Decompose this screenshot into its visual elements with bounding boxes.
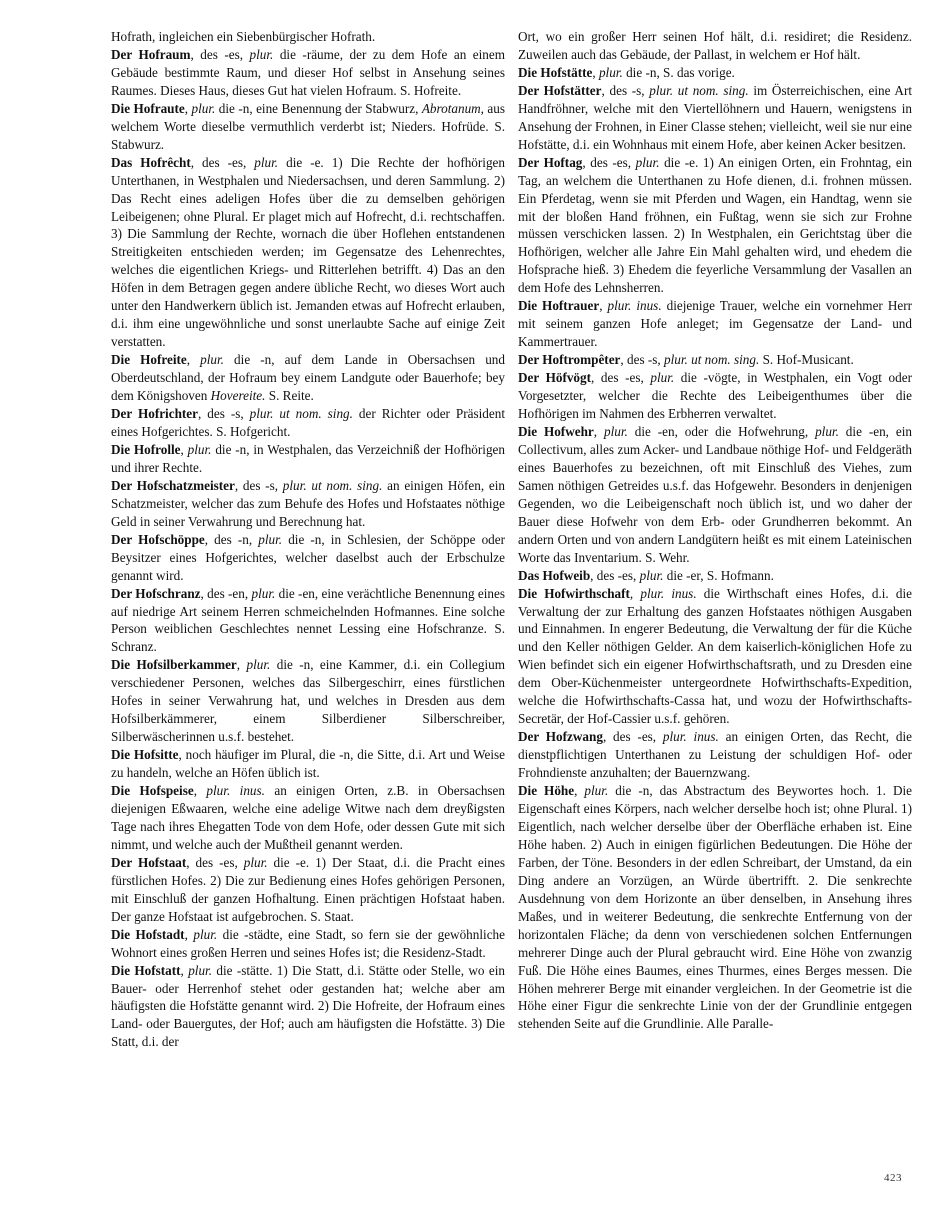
- entry-text: , des -es, plur. inus. an einigen Orten, das Recht, die dienstpflichtigen Unterthanen zu Leistung der schuldigen Hof- oder Frohndienste anzuhalten; der Bauernzwang.: [518, 729, 912, 781]
- dictionary-entry: [111, 656, 505, 746]
- entry-text: , plur. inus. an einigen Orten, z.B. in Obersachsen diejenigen Eßwaaren, welche eine adelige Witwe nach dem dreyßigsten Tage nach ihres Ehegatten Tode von dem Hofe, oder dessen Gute mit sich nimmt, und welche auch der Mußtheil genannt werden.: [111, 783, 505, 852]
- entry-text: , des -s, plur. ut nom. sing. an einigen Höfen, ein Schatzmeister, welcher das zum Behufe des Hofes und Hofstaates nöthige Geld in seiner Verwahrung und Berechnung hat.: [111, 477, 505, 529]
- entry-headword: Der Hofstätter: [518, 82, 602, 98]
- dictionary-entry: [111, 585, 505, 657]
- entry-text: , plur. die -n, auf dem Lande in Obersachsen und Oberdeutschland, der Hofraum bey einem Landgute oder Bauerhofe; bey dem Königshoven Hovereite. S. Reite.: [111, 352, 505, 404]
- entry-text: , plur. die -n, das Abstractum des Beywortes hoch. 1. Die Eigenschaft eines Körpers, nach welcher derselbe hoch ist; ohne Plural. 1) Eigentlich, nach welcher derselbe über der Oberfläche erhaben ist. Eine Höhe haben. 2) Auch in einigen figürlichen Bedeutungen. Die Höhe der Farben, der Töne. Besonders in der edlen Schreibart, der Umstand, da ein Ding andere an Vorzügen, an Würde übertrifft. 2. Die senkrechte Ausdehnung von dem Horizonte an über denselben, in Ansehung ihres Maßes, und in weiterer Bedeutung, die senkrechte Entfernung von der horizontalen Fläche; da denn von verschiedenen solchen Entfernungen mehrerer Dinge auch der Plural gebraucht wird. Eine Höhe von zwanzig Fuß. Die Höhe eines Baumes, eines Thurmes, eines Berges messen. Die Höhen mehrerer Berge mit einander vergleichen. In der Geometrie ist die Höhe einer Figur die senkrechte Linie von der der Grundlinie entgegen stehenden Seite auf die Grundlinie. Alle Paralle-: [518, 783, 912, 1032]
- dictionary-entry: [518, 154, 912, 298]
- entry-headword: Der Höfvögt: [518, 370, 592, 386]
- entry-text: , plur. die -städte, eine Stadt, so fern sie der gewöhnliche Wohnort eines großen Herren und seines Hofes ist; die Residenz-Stadt.: [111, 926, 505, 960]
- dictionary-entry: [111, 28, 505, 46]
- entry-headword: Die Hofstadt: [111, 926, 185, 942]
- entry-text: , plur. inus. die Wirthschaft eines Hofes, d.i. die Verwaltung der zur Erhaltung des ganzen Hofstaates nöthigen Ausgaben und Einnahmen. In engerer Bedeutung, die Verwaltung der für die Küche und den Keller nöthigen Gelder. An dem kaiserlich-königlichen Hofe zu Wien befindet sich ein eigener Hofwirthschaftsrath, und zu Dresden eine dem Ober-Küchenmeister untergeordnete Hofwirthschafts-Expedition, welche die Hofwirthschafts-Cassa hat, und wozu der Hofwirthschafts-Secretär, der Hof-Cassier u.s.f. gehören.: [518, 585, 912, 727]
- page-number: 423: [884, 1172, 902, 1184]
- dictionary-entry: [111, 100, 505, 154]
- entry-headword: Die Hofrolle: [111, 441, 181, 457]
- dictionary-entry: [111, 531, 505, 585]
- dictionary-entry: [518, 423, 912, 567]
- entry-text: Hofrath, ingleichen ein Siebenbürgischer Hofrath.: [111, 29, 376, 44]
- entry-headword: Der Hofrichter: [111, 406, 199, 422]
- dictionary-entry: [111, 854, 505, 926]
- dictionary-entry: [111, 477, 505, 531]
- dictionary-entry: [518, 369, 912, 423]
- entry-headword: Die Hoftrauer: [518, 298, 600, 314]
- dictionary-entry: [518, 728, 912, 782]
- entry-text: , plur. inus. diejenige Trauer, welche ein vornehmer Herr mit seinem ganzen Hofe anleget; im Gegensatze der Land- und Kammertrauer.: [518, 298, 912, 350]
- entry-headword: Der Hoftag: [518, 154, 583, 170]
- entry-text: , des -s, plur. ut nom. sing. S. Hof-Musicant.: [620, 352, 854, 368]
- entry-text: , des -es, plur. die -vögte, in Westphalen, ein Vogt oder Vorgesetzter, welcher die Rechte des Leibeigenthumes über die Hofhörigen im Nahmen des Erbherren verwaltet.: [518, 370, 912, 422]
- entry-headword: Der Hofraum: [111, 46, 191, 62]
- entry-text: , des -s, plur. ut nom. sing. im Österreichischen, eine Art Handfröhner, welche mit den Viertellöhnern und Hauern, wenigstens in Ansehung der Frohnen, in Einer Classe stehen; vielleicht, weil sie nur eine Hofstätte, d.i. ein Wohnhaus mit einem Hofe, aber keinen Acker besitzen.: [518, 82, 912, 152]
- dictionary-entry: [111, 746, 505, 782]
- dictionary-entry: [518, 82, 912, 154]
- dictionary-entry: [518, 567, 912, 585]
- entry-text: , des -es, plur. die -e. 1) Die Rechte der hofhörigen Unterthanen, in Westphalen und Niedersachsen, und deren Sammlung. 2) Das Recht eines adeligen Hofes über die zu demselben gehörigen Leibeigenen; ohne Plural. Er plaget mich auf Hofrecht, d.i. rechtschaffen. 3) Die Sammlung der Rechte, wornach die über Hoflehen entstandenen Streitigkeiten entschieden werden; im Gegensatze des Lehenrechtes, welches die eigentlichen Kriegs- und Ritterlehen betrifft. 4) Das an den Höfen in dem Betragen gegen andere übliche Recht, wo dieses Wort auch unter den Handwerkern üblich ist. Jemanden etwas auf Hofrecht erlauben, d.i. ihm eine ungewöhnliche und sonst unerlaubte Sache auf einige Zeit verstatten.: [111, 154, 505, 350]
- entry-headword: Der Hofschranz: [111, 585, 201, 601]
- entry-headword: Die Hofraute: [111, 100, 185, 116]
- entry-headword: Die Höhe: [518, 783, 575, 799]
- dictionary-entry: [518, 782, 912, 1033]
- dictionary-entry: [111, 46, 505, 100]
- dictionary-entry: [111, 441, 505, 477]
- entry-headword: Der Hofschatzmeister: [111, 477, 235, 493]
- entry-headword: Das Hofrêcht: [111, 154, 191, 170]
- entry-text: , des -es, plur. die -e. 1) An einigen Orten, ein Frohntag, ein Tag, an welchem die Unterthanen zu Hofe dienen, d.i. frohnen müssen. Ein Pferdetag, wenn sie mit Pferden und Wagen, ein Handtag, wenn sie mit der bloßen Hand fröhnen, ein Fußtag, wenn sie sich zur Frohne müssen verschicken lassen. 2) In Westphalen, ein Gerichtstag über die Hofhörigen, welcher alle Jahre Ein Mahl gehalten wird, und ehedem die Hofsprache hieß. 3) Ehedem die feyerliche Versammlung der Vasallen an dem Hofe des Lehnsherren.: [518, 154, 912, 296]
- entry-text: Ort, wo ein großer Herr seinen Hof hält, d.i. residiret; die Residenz. Zuweilen auch das Gebäude, der Pallast, in welchem er Hof hält.: [518, 29, 912, 62]
- dictionary-entry: [111, 154, 505, 351]
- dictionary-entry: [518, 28, 912, 64]
- left-column: [111, 28, 505, 1051]
- entry-headword: Die Hofsilberkammer: [111, 657, 237, 673]
- entry-headword: Die Hofspeise: [111, 783, 194, 799]
- entry-text: , noch häufiger im Plural, die -n, die Sitte, d.i. Art und Weise zu handeln, welche an Höfen üblich ist.: [111, 747, 505, 781]
- entry-text: , des -es, plur. die -räume, der zu dem Hofe an einem Gebäude bestimmte Raum, und dieser Hof selbst in Ansehung seines Raumes. Dieses Haus, dieses Gut hat vielen Hofraum. S. Hofreite.: [111, 46, 505, 98]
- dictionary-entry: [111, 962, 505, 1052]
- entry-text: , plur. die -n, S. das vorige.: [592, 64, 735, 80]
- entry-headword: Der Hofzwang: [518, 729, 603, 745]
- dictionary-entry: [518, 585, 912, 729]
- entry-headword: Der Hofschöppe: [111, 531, 205, 547]
- dictionary-entry: [111, 351, 505, 405]
- dictionary-entry: [518, 297, 912, 351]
- entry-text: , plur. die -n, in Westphalen, das Verzeichniß der Hofhörigen und ihrer Rechte.: [111, 441, 505, 475]
- entry-headword: Die Hofstätte: [518, 64, 593, 80]
- entry-text: , des -es, plur. die -er, S. Hofmann.: [590, 567, 774, 583]
- entry-headword: Die Hofwirthschaft: [518, 585, 630, 601]
- entry-text: , des -n, plur. die -n, in Schlesien, der Schöppe oder Beysitzer eines Hofgerichtes, welcher daselbst auch der Erbschulze genannt wird.: [111, 531, 505, 583]
- entry-headword: Die Hofstatt: [111, 962, 181, 978]
- entry-headword: Die Hofwehr: [518, 423, 594, 439]
- entry-text: , des -es, plur. die -e. 1) Der Staat, d.i. die Pracht eines fürstlichen Hofes. 2) Die zur Bedienung eines Hofes gehörigen Personen, mit Einschluß der ganzen Hofhaltung. Einen prächtigen Hofstaat haben. Der ganze Hofstaat ist aufgebrochen. S. Staat.: [111, 854, 505, 924]
- entry-headword: Die Hofsitte: [111, 747, 179, 763]
- entry-text: , plur. die -en, oder die Hofwehrung, plur. die -en, ein Collectivum, alles zum Acker- und Landbaue nöthige Hof- und Feldgeräth eines Bauerhofes zu bezeichnen, oft mit Einschluß des Viehes, zum Samen nöthigen Getreides u.s.f. das Hofgewehr. Besonders in denjenigen Gegenden, wo die Leibeigenschaft noch üblich ist, und wo daher der Bauer diese Hofwehr von dem Erb- oder Grundherren bekommt. An andern Orten und von andern Landgütern heißt es mit einem Lateinischen Worte das Inventarium. S. Wehr.: [518, 423, 912, 565]
- dictionary-entry: [518, 64, 912, 82]
- entry-text: , des -en, plur. die -en, eine verächtliche Benennung eines auf niedrige Art seinem Herren schmeichelnden Hofmannes. Eine solche Person weiblichen Geschlechtes nennet Lessing eine Hofschranze. S. Schranz.: [111, 585, 505, 655]
- right-column: [518, 28, 912, 1033]
- dictionary-entry: [111, 782, 505, 854]
- entry-text: , des -s, plur. ut nom. sing. der Richter oder Präsident eines Hofgerichtes. S. Hofgericht.: [111, 406, 505, 439]
- entry-headword: Die Hofreite: [111, 352, 187, 368]
- entry-text: , plur. die -n, eine Kammer, d.i. ein Collegium verschiedener Personen, welches das Silbergeschirr, eines fürstlichen Hofes in seiner Verwahrung hat, und welches in Dresden aus dem Hofsilberkämmerer, einem Silberdiener Silberschreiber, Silberwäscherinnen u.s.f. bestehet.: [111, 657, 506, 745]
- entry-headword: Der Hofstaat: [111, 854, 187, 870]
- dictionary-entry: [111, 405, 505, 441]
- dictionary-entry: [111, 926, 505, 962]
- entry-text: , plur. die -stätte. 1) Die Statt, d.i. Stätte oder Stelle, wo ein Bauer- oder Herrenhof stehet oder gestanden hat; welche aber am häufigsten die Hofstätte genannt wird. 2) Die Hofreite, der Hofraum eines Land- oder Bauergutes, der Hof; auch am häufigsten die Hofstätte. 3) Die Statt, d.i. der: [111, 962, 505, 1050]
- entry-text: , plur. die -n, eine Benennung der Stabwurz, Abrotanum, aus welchem Worte dieselbe vermuthlich verderbt ist; Nieders. Hofrüde. S. Stabwurz.: [111, 100, 506, 152]
- entry-headword: Der Hoftrompêter: [518, 352, 621, 368]
- entry-headword: Das Hofweib: [518, 567, 591, 583]
- dictionary-entry: [518, 351, 912, 369]
